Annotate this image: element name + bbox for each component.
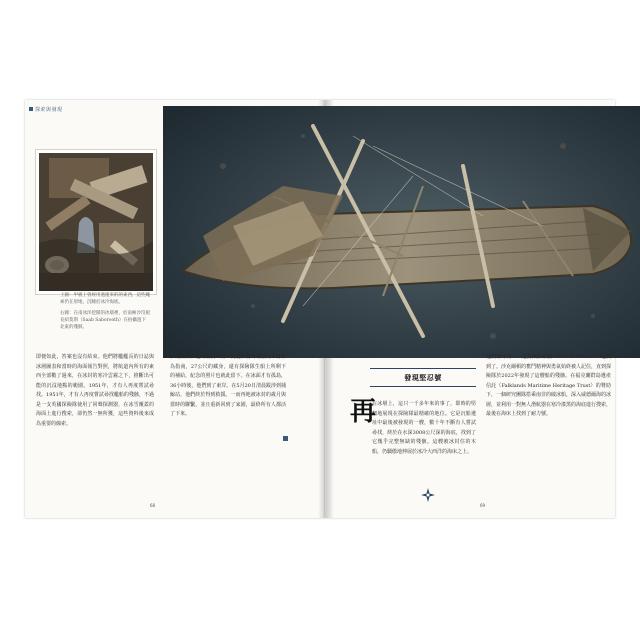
running-header: 探索與發現: [35, 107, 63, 113]
shipwreck-photo-image: [163, 106, 640, 358]
photo-caption: [60, 292, 150, 335]
section-title: 發現堅忍號: [404, 374, 442, 382]
detail-photo-image: [39, 153, 153, 291]
page-number-right: 69: [480, 503, 486, 508]
caption-paragraph: 上圖：甲板上曾經用過運來的的東西，這些繩索仍在原地、沉睡於冰冷海底。: [60, 293, 150, 305]
body-column-1: 即便如此，答案也沒有結束。他們將艦艦長的日誌與冰層圖表和當時的海面報告對照，將航道內所有的東西全部數了過來，在冰封的寒冷雲霧之下，推斷出可能的沉沒地點的範圍。1951年，才有人再度嘗試尋找。1951年，才有人再度嘗試尋找艦船的殘骸，不過是一支英國探險隊使用了回聲探測器，在冰雪覆蓋的海面上進行搜索，卻仍然一無所獲，這些資料後來成為重要的線索。: [36, 354, 154, 427]
detail-photo: [36, 150, 156, 294]
end-of-section-marker: [283, 436, 288, 441]
caption-paragraph: 右圖：在南冰洋挖開的冰層裡，於南極沙沒船長紹莫斯（Saab Saborooth）在拍攝過下北東的殘骸。: [60, 311, 150, 330]
shipwreck-photo: [163, 106, 640, 358]
body-column-3: 在冰層上，這只一千多年來的事了，即時的堅韌地展現在探險隊最精確的地位。它是沉船遺址中最後被發現的一艘，數十年不斷有人嘗試尋找，終於在水深3008公尺深的海底，找到了它幾乎完整無缺的殘骸。這艘被冰封住的木船，仍驕傲地伸展於冰冷大西洋的海床之上。: [372, 401, 476, 455]
section-rule-bottom: [370, 386, 476, 387]
section-marker-icon: [29, 107, 33, 111]
drop-cap: 再: [350, 397, 377, 427]
compass-ornament-icon: [421, 488, 435, 502]
page-number-left: 68: [150, 503, 156, 508]
section-rule-top: [370, 368, 476, 369]
body-column-2: 沙克爾頓和他的船員只有一帆艇和當時堆積的木材作為指南，27公尺的藏身，還有探險隊生船上所剩下的補給，紀念的照片也就此留下。在冰面才有孤島，36小時後，他們到了東岸。在5月20日清晨跋涉到捕鯨站，他們終於得到救援。一而再地被冰封的歲月與當時的聯繫，並且重新回到了家園，最終所有人都活了下來。: [170, 354, 286, 417]
body-column-4: 他們稱呼為——迪安與探索號（H.M.S. Tenor）一起找到了。沙克爾頓的奮鬥精神與勇氣始終被人記住，直到探險隊於2022年發現了這艘船的殘骸。在福克蘭群島遺產信託（Falklands Maritime Heritage Trust）的贊助下，一個研究團隊搭乘南非的破冰船，深入威德爾海的冰層，並利用一對無人潛航器在寒冷漆黑的海底進行搜索，最後在海床上找到了耐力號。: [486, 354, 611, 417]
